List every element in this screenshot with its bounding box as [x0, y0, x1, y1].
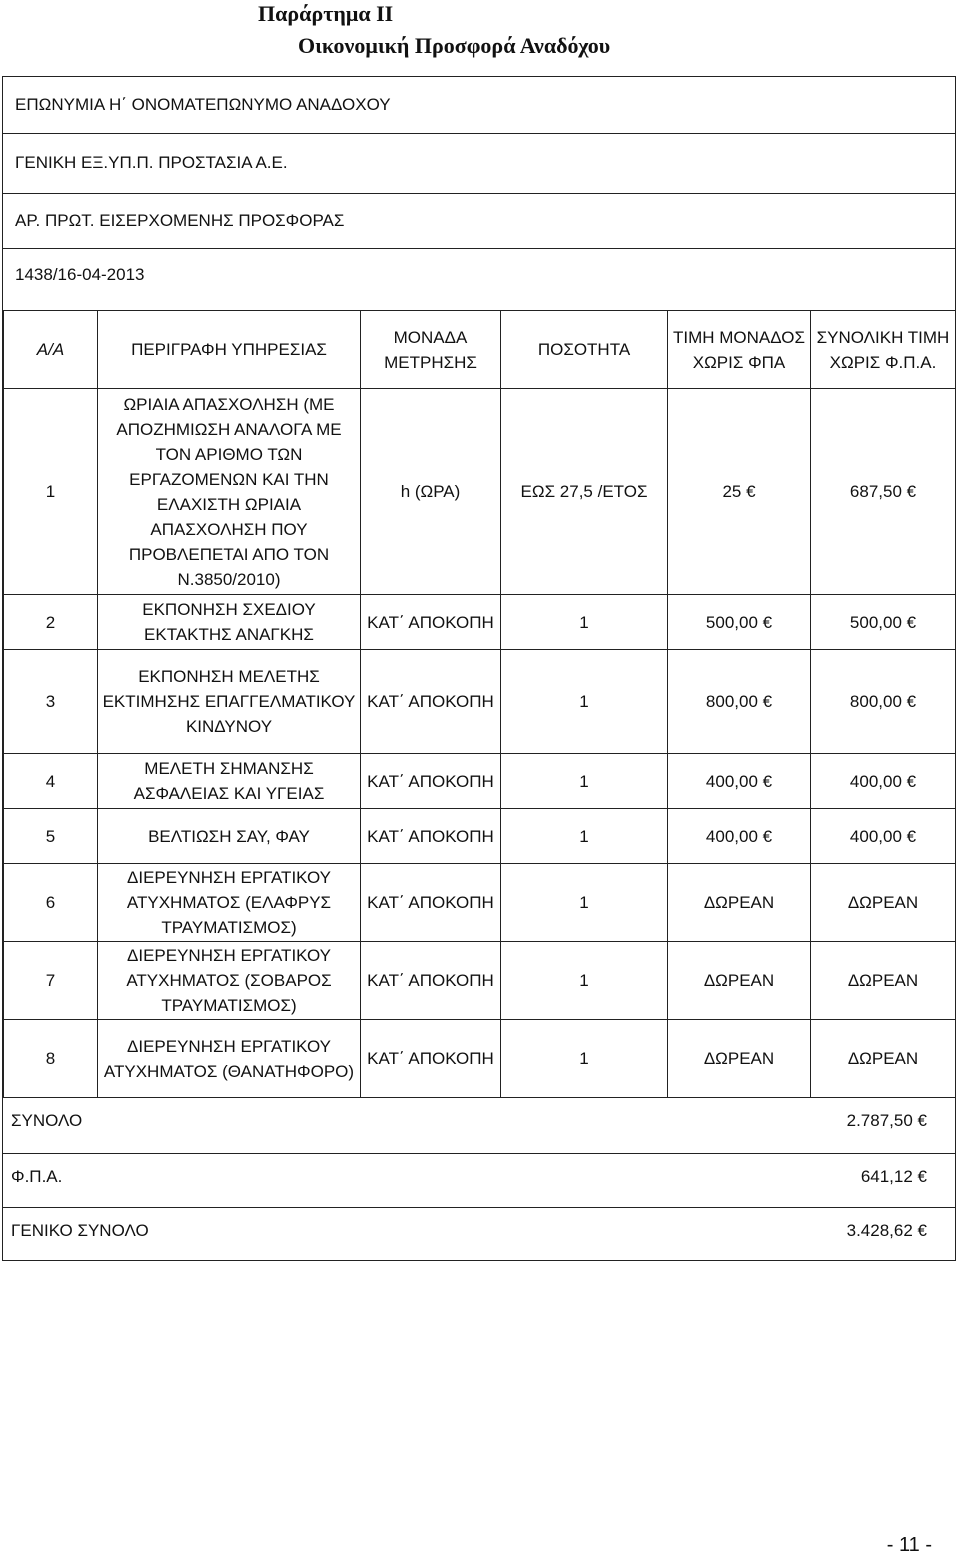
row-aa: 6 — [4, 864, 98, 942]
row-description: ΔΙΕΡΕΥΝΗΣΗ ΕΡΓΑΤΙΚΟΥ ΑΤΥΧΗΜΑΤΟΣ (ΘΑΝΑΤΗΦΟΡΟ) — [98, 1020, 361, 1098]
row-unit-price: ΔΩΡΕΑΝ — [668, 942, 811, 1020]
table-row — [4, 1020, 956, 1098]
row-description: ΩΡΙΑΙΑ ΑΠΑΣΧΟΛΗΣΗ (ΜΕ ΑΠΟΖΗΜΙΩΣΗ ΑΝΑΛΟΓΑ ΜΕ ΤΟΝ ΑΡΙΘΜΟ ΤΩΝ ΕΡΓΑΖΟΜΕΝΩΝ ΚΑΙ ΤΗΝ ΕΛΑΧΙΣΤΗ ΩΡΙΑΙΑ ΑΠΑΣΧΟΛΗΣΗ ΠΟΥ ΠΡΟΒΛΕΠΕΤΑΙ ΑΠΟ ΤΟΝ Ν.3850/2010) — [98, 389, 361, 595]
row-aa: 8 — [4, 1020, 98, 1098]
row-unit-price: 400,00 € — [668, 809, 811, 864]
row-total: 687,50 € — [811, 389, 956, 595]
header-total: ΣΥΝΟΛΙΚΗ ΤΙΜΗ ΧΩΡΙΣ Φ.Π.Α. — [811, 311, 956, 389]
row-quantity: ΕΩΣ 27,5 /ΕΤΟΣ — [501, 389, 668, 595]
vat-label: Φ.Π.Α. — [11, 1167, 63, 1186]
row-aa: 7 — [4, 942, 98, 1020]
row-unit-price: ΔΩΡΕΑΝ — [668, 864, 811, 942]
name-label: ΕΠΩΝΥΜΙΑ Η΄ ΟΝΟΜΑΤΕΠΩΝΥΜΟ ΑΝΑΔΟΧΟΥ — [15, 95, 391, 114]
vat-value: 641,12 € — [861, 1167, 927, 1187]
row-total: ΔΩΡΕΑΝ — [811, 942, 956, 1020]
row-unit-price: 400,00 € — [668, 754, 811, 809]
company-name: ΓΕΝΙΚΗ ΕΞ.ΥΠ.Π. ΠΡΟΣΤΑΣΙΑ Α.Ε. — [15, 153, 288, 172]
subtotal-row — [3, 1097, 955, 1153]
row-total: 500,00 € — [811, 595, 956, 650]
header-description: ΠΕΡΙΓΡΑΦΗ ΥΠΗΡΕΣΙΑΣ — [98, 311, 361, 389]
row-quantity: 1 — [501, 754, 668, 809]
row-quantity: 1 — [501, 864, 668, 942]
row-unit: ΚΑΤ΄ ΑΠΟΚΟΠΗ — [361, 942, 501, 1020]
row-unit-price: ΔΩΡΕΑΝ — [668, 1020, 811, 1098]
page-number: - 11 - — [886, 1534, 932, 1556]
row-unit: ΚΑΤ΄ ΑΠΟΚΟΠΗ — [361, 864, 501, 942]
divider — [3, 248, 955, 249]
row-quantity: 1 — [501, 1020, 668, 1098]
row-description: ΔΙΕΡΕΥΝΗΣΗ ΕΡΓΑΤΙΚΟΥ ΑΤΥΧΗΜΑΤΟΣ (ΣΟΒΑΡΟΣ ΤΡΑΥΜΑΤΙΣΜΟΣ) — [98, 942, 361, 1020]
row-aa: 5 — [4, 809, 98, 864]
row-unit: ΚΑΤ΄ ΑΠΟΚΟΠΗ — [361, 809, 501, 864]
row-unit: ΚΑΤ΄ ΑΠΟΚΟΠΗ — [361, 650, 501, 754]
divider — [3, 133, 955, 134]
annex-title: Παράρτημα ΙΙ — [258, 1, 394, 26]
vat-row — [3, 1153, 955, 1209]
subtotal-label: ΣΥΝΟΛΟ — [11, 1111, 83, 1130]
header-unit-price: ΤΙΜΗ ΜΟΝΑΔΟΣ ΧΩΡΙΣ ΦΠΑ — [668, 311, 811, 389]
row-description: ΔΙΕΡΕΥΝΗΣΗ ΕΡΓΑΤΙΚΟΥ ΑΤΥΧΗΜΑΤΟΣ (ΕΛΑΦΡΥΣ ΤΡΑΥΜΑΤΙΣΜΟΣ) — [98, 864, 361, 942]
row-total: ΔΩΡΕΑΝ — [811, 1020, 956, 1098]
row-description: ΒΕΛΤΙΩΣΗ ΣΑΥ, ΦΑΥ — [98, 809, 361, 864]
row-total: 400,00 € — [811, 754, 956, 809]
table-row — [4, 942, 956, 1020]
row-unit: h (ΩΡΑ) — [361, 389, 501, 595]
row-unit: ΚΑΤ΄ ΑΠΟΚΟΠΗ — [361, 754, 501, 809]
row-quantity: 1 — [501, 809, 668, 864]
offer-title: Οικονομική Προσφορά Αναδόχου — [298, 33, 611, 58]
row-aa: 4 — [4, 754, 98, 809]
row-total: 800,00 € — [811, 650, 956, 754]
table-row — [4, 650, 956, 754]
table-row — [4, 595, 956, 650]
row-total: ΔΩΡΕΑΝ — [811, 864, 956, 942]
subtotal-value: 2.787,50 € — [847, 1111, 927, 1131]
row-quantity: 1 — [501, 595, 668, 650]
table-row — [4, 864, 956, 942]
offer-form — [2, 76, 956, 1261]
row-quantity: 1 — [501, 942, 668, 1020]
header-unit: ΜΟΝΑΔΑ ΜΕΤΡΗΣΗΣ — [361, 311, 501, 389]
header-quantity: ΠΟΣΟΤΗΤΑ — [501, 311, 668, 389]
row-description: ΜΕΛΕΤΗ ΣΗΜΑΝΣΗΣ ΑΣΦΑΛΕΙΑΣ ΚΑΙ ΥΓΕΙΑΣ — [98, 754, 361, 809]
table-row — [4, 809, 956, 864]
table-row — [4, 389, 956, 595]
row-unit-price: 25 € — [668, 389, 811, 595]
protocol-label: ΑΡ. ΠΡΩΤ. ΕΙΣΕΡΧΟΜΕΝΗΣ ΠΡΟΣΦΟΡΑΣ — [15, 211, 345, 230]
services-table — [3, 310, 956, 1098]
grand-total-row — [3, 1207, 955, 1263]
protocol-number: 1438/16-04-2013 — [15, 265, 145, 284]
table-row — [4, 754, 956, 809]
grand-total-value: 3.428,62 € — [847, 1221, 927, 1241]
row-total: 400,00 € — [811, 809, 956, 864]
grand-total-label: ΓΕΝΙΚΟ ΣΥΝΟΛΟ — [11, 1221, 149, 1240]
table-header-row — [4, 311, 956, 389]
row-description: ΕΚΠΟΝΗΣΗ ΣΧΕΔΙΟΥ ΕΚΤΑΚΤΗΣ ΑΝΑΓΚΗΣ — [98, 595, 361, 650]
divider — [3, 193, 955, 194]
row-unit: ΚΑΤ΄ ΑΠΟΚΟΠΗ — [361, 1020, 501, 1098]
row-aa: 1 — [4, 389, 98, 595]
row-quantity: 1 — [501, 650, 668, 754]
row-unit: ΚΑΤ΄ ΑΠΟΚΟΠΗ — [361, 595, 501, 650]
row-aa: 3 — [4, 650, 98, 754]
row-unit-price: 500,00 € — [668, 595, 811, 650]
row-description: ΕΚΠΟΝΗΣΗ ΜΕΛΕΤΗΣ ΕΚΤΙΜΗΣΗΣ ΕΠΑΓΓΕΛΜΑΤΙΚΟΥ ΚΙΝΔΥΝΟΥ — [98, 650, 361, 754]
row-unit-price: 800,00 € — [668, 650, 811, 754]
header-aa: Α/Α — [4, 311, 98, 389]
row-aa: 2 — [4, 595, 98, 650]
